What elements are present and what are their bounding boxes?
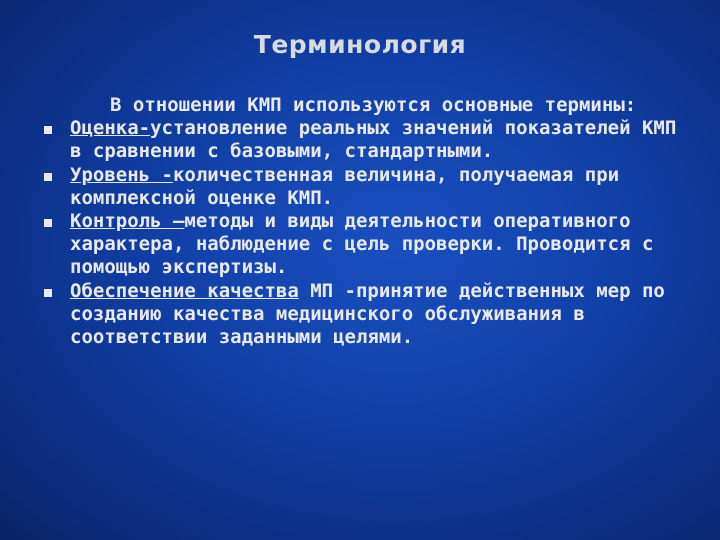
definition-level: количественная величина, получаемая при комплексной оценке КМП. [70,163,620,209]
square-bullet-icon [44,289,52,297]
list-item-level [40,164,680,210]
term-control: Контроль – [70,210,185,233]
term-level: Уровень - [70,163,173,186]
slide-body [40,94,680,349]
term-quality-assurance: Обеспечение качества [70,279,299,302]
term-assessment: Оценка- [70,117,151,140]
definition-control: методы и виды деятельности оперативного характера, наблюдение с цель проверки. Проводится с помощью экспертизы. [70,210,654,279]
square-bullet-icon [44,173,52,181]
list-item-control [40,210,680,280]
list-item-assessment [40,117,680,163]
intro-text: В отношении КМП используются основные термины: [110,94,637,116]
definition-assessment: установление реальных значений показателей КМП в сравнении с базовыми, стандартными. [70,117,677,163]
square-bullet-icon [44,126,52,134]
slide-title: Терминология [253,30,467,59]
definition-quality-assurance: МП -принятие действенных мер по созданию качества медицинского обслуживания в соответствии заданными целями. [70,279,665,349]
square-bullet-icon [44,219,52,227]
list-item-quality-assurance [40,280,680,350]
